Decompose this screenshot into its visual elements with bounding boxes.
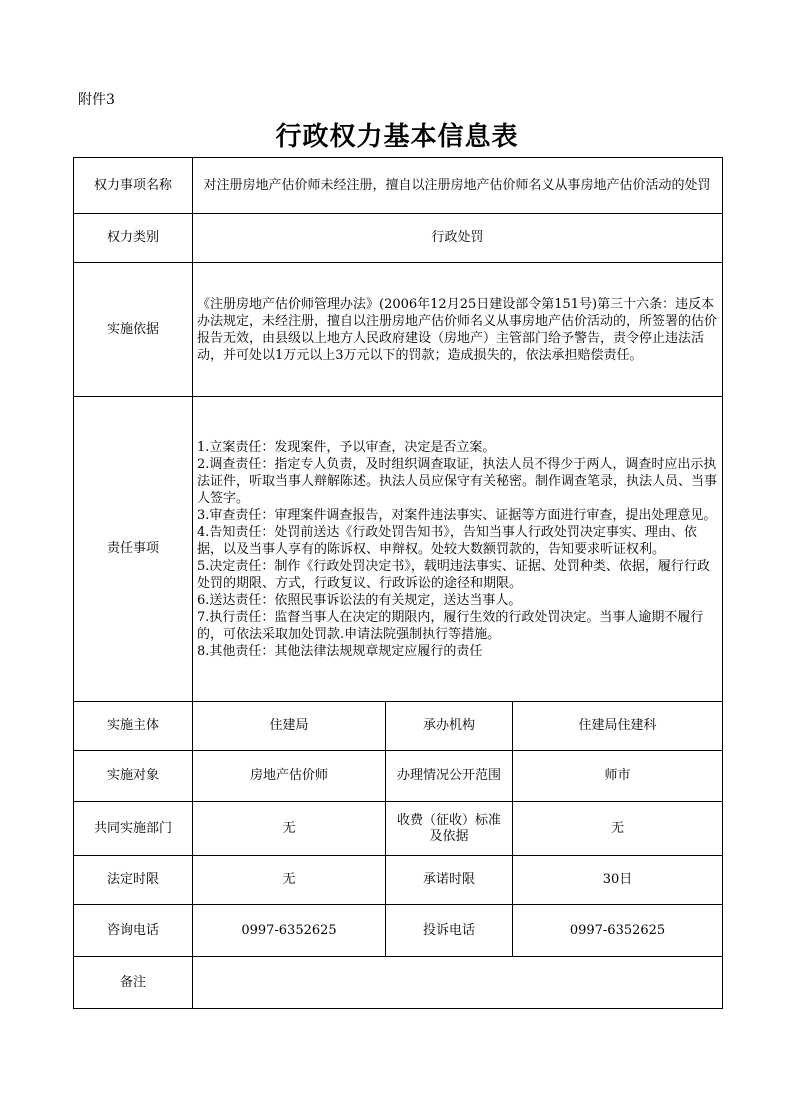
duties-label: 责任事项 <box>74 397 193 702</box>
remark-label: 备注 <box>74 957 193 1009</box>
complaint-phone-value: 0997-6352625 <box>513 905 723 957</box>
agency-value: 住建局住建科 <box>513 702 723 751</box>
page-title: 行政权力基本信息表 <box>275 122 519 152</box>
duty-item: 2.调查责任：指定专人负责，及时组织调查取证，执法人员不得少于两人，调查时应出示执法证件，听取当事人辩解陈述。执法人员应保守有关秘密。制作调查笔录，执法人员、当事人签字。 <box>197 456 718 506</box>
fee-standard-label: 收费（征收）标准及依据 <box>386 802 513 856</box>
duty-item: 6.送达责任：依照民事诉讼法的有关规定，送达当事人。 <box>197 592 522 608</box>
table-row-basis <box>74 263 723 397</box>
joint-dept-label: 共同实施部门 <box>74 802 193 856</box>
consult-phone-label: 咨询电话 <box>74 905 193 957</box>
agency-label: 承办机构 <box>386 702 513 751</box>
complaint-phone-label: 投诉电话 <box>386 905 513 957</box>
basis-value: 《注册房地产估价师管理办法》(2006年12月25日建设部令第151号)第三十六条：违反本办法规定，未经注册，擅自以注册房地产估价师名义从事房地产估价活动的，所签署的估价报告无效，由县级以上地方人民政府建设（房地产）主管部门给予警告，责令停止违法活动，并可处以1万元以上3万元以下的罚款；造成损失的，依法承担赔偿责任。 <box>193 263 723 397</box>
fee-standard-value: 无 <box>513 802 723 856</box>
joint-dept-value: 无 <box>193 802 386 856</box>
duty-item: 5.决定责任：制作《行政处罚决定书》，载明违法事实、证据、处罚种类、依据，履行行政处罚的期限、方式，行政复议、行政诉讼的途径和期限。 <box>197 558 710 591</box>
table-row-target <box>74 751 723 802</box>
target-label: 实施对象 <box>74 751 193 802</box>
table-row-power-type <box>74 214 723 263</box>
duty-item: 1.立案责任：发现案件，予以审查，决定是否立案。 <box>197 439 496 455</box>
power-type-label: 权力类别 <box>74 214 193 263</box>
promised-deadline-value: 30日 <box>513 856 723 905</box>
table-row-duties <box>74 397 723 702</box>
table-row-deadline <box>74 856 723 905</box>
legal-deadline-value: 无 <box>193 856 386 905</box>
table-row-power-name <box>74 158 723 214</box>
remark-value <box>193 957 723 1009</box>
power-name-label: 权力事项名称 <box>74 158 193 214</box>
duty-item: 7.执行责任：监督当事人在决定的期限内，履行生效的行政处罚决定。当事人逾期不履行的，可依法采取加处罚款.申请法院强制执行等措施。 <box>197 609 704 642</box>
power-type-value: 行政处罚 <box>193 214 723 263</box>
duty-item: 3.审查责任：审理案件调查报告，对案件违法事实、证据等方面进行审查，提出处理意见。 <box>197 507 717 523</box>
disclosure-scope-value: 师市 <box>513 751 723 802</box>
table-row-phone <box>74 905 723 957</box>
target-value: 房地产估价师 <box>193 751 386 802</box>
duty-item: 4.告知责任：处罚前送达《行政处罚告知书》，告知当事人行政处罚决定事实、理由、依据，以及当事人享有的陈诉权、申辩权。处较大数额罚款的，告知要求听证权利。 <box>197 524 697 557</box>
disclosure-scope-label: 办理情况公开范围 <box>386 751 513 802</box>
power-name-value: 对注册房地产估价师未经注册，擅自以注册房地产估价师名义从事房地产估价活动的处罚 <box>193 158 723 214</box>
duties-value <box>193 397 723 702</box>
attachment-label: 附件3 <box>78 92 115 108</box>
duty-item: 8.其他责任：其他法律法规规章规定应履行的责任 <box>197 643 483 659</box>
table-row-subject <box>74 702 723 751</box>
info-table <box>73 157 723 1009</box>
basis-label: 实施依据 <box>74 263 193 397</box>
legal-deadline-label: 法定时限 <box>74 856 193 905</box>
table-row-remark <box>74 957 723 1009</box>
subject-value: 住建局 <box>193 702 386 751</box>
subject-label: 实施主体 <box>74 702 193 751</box>
table-row-joint <box>74 802 723 856</box>
consult-phone-value: 0997-6352625 <box>193 905 386 957</box>
promised-deadline-label: 承诺时限 <box>386 856 513 905</box>
